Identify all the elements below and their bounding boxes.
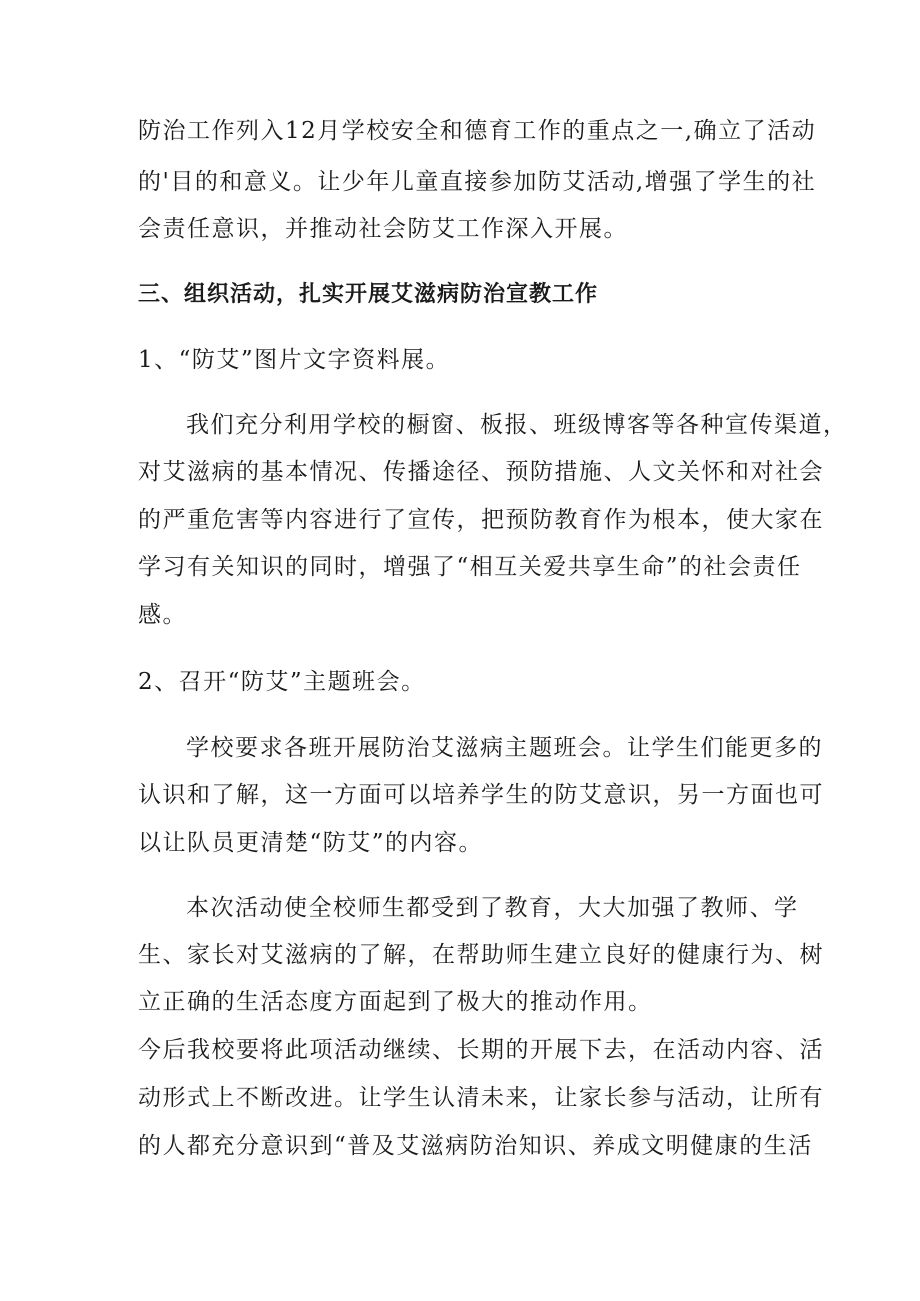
text-line: 动形式上不断改进。让学生认清未来，让家长参与活动，让所有 — [138, 1085, 824, 1111]
text-line: 我们充分利用学校的橱窗、板报、班级博客等各种宣传渠道， — [186, 412, 848, 438]
text-line: 对艾滋病的基本情况、传播途径、预防措施、人文关怀和对社会 — [138, 459, 824, 485]
item-1-title: 1、“防艾”图片文字资料展。 — [138, 347, 451, 373]
item-2-title: 2、召开“防艾”主题班会。 — [138, 669, 426, 695]
text-line: 防治工作列入12月学校安全和德育工作的重点之一,确立了活动 — [138, 118, 817, 144]
text-line: 以让队员更清楚“防艾”的内容。 — [138, 830, 484, 856]
text-line: 立正确的生活态度方面起到了极大的推动作用。 — [138, 989, 653, 1015]
text-line: 生、家长对艾滋病的了解，在帮助师生建立良好的健康行为、树 — [138, 942, 824, 968]
text-line: 本次活动使全校师生都受到了教育，大大加强了教师、学 — [186, 895, 799, 921]
text-line: 学校要求各班开展防治艾滋病主题班会。让学生们能更多的 — [186, 735, 823, 761]
text-line: 学习有关知识的同时，增强了“相互关爱共享生命”的社会责任 — [138, 554, 802, 580]
text-line: 认识和了解，这一方面可以培养学生的防艾意识，另一方面也可 — [138, 782, 824, 808]
text-line: 今后我校要将此项活动继续、长期的开展下去，在活动内容、活 — [138, 1037, 824, 1063]
text-line: 的严重危害等内容进行了宣传，把预防教育作为根本，使大家在 — [138, 507, 824, 533]
text-line: 的人都充分意识到“普及艾滋病防治知识、养成文明健康的生活 — [138, 1133, 813, 1159]
section-heading-3: 三、组织活动，扎实开展艾滋病防治宣教工作 — [138, 282, 599, 307]
text-line: 的'目的和意义。让少年儿童直接参加防艾活动,增强了学生的社 — [138, 169, 817, 195]
text-line: 感。 — [138, 602, 187, 628]
text-line: 会责任意识，并推动社会防艾工作深入开展。 — [138, 216, 628, 242]
